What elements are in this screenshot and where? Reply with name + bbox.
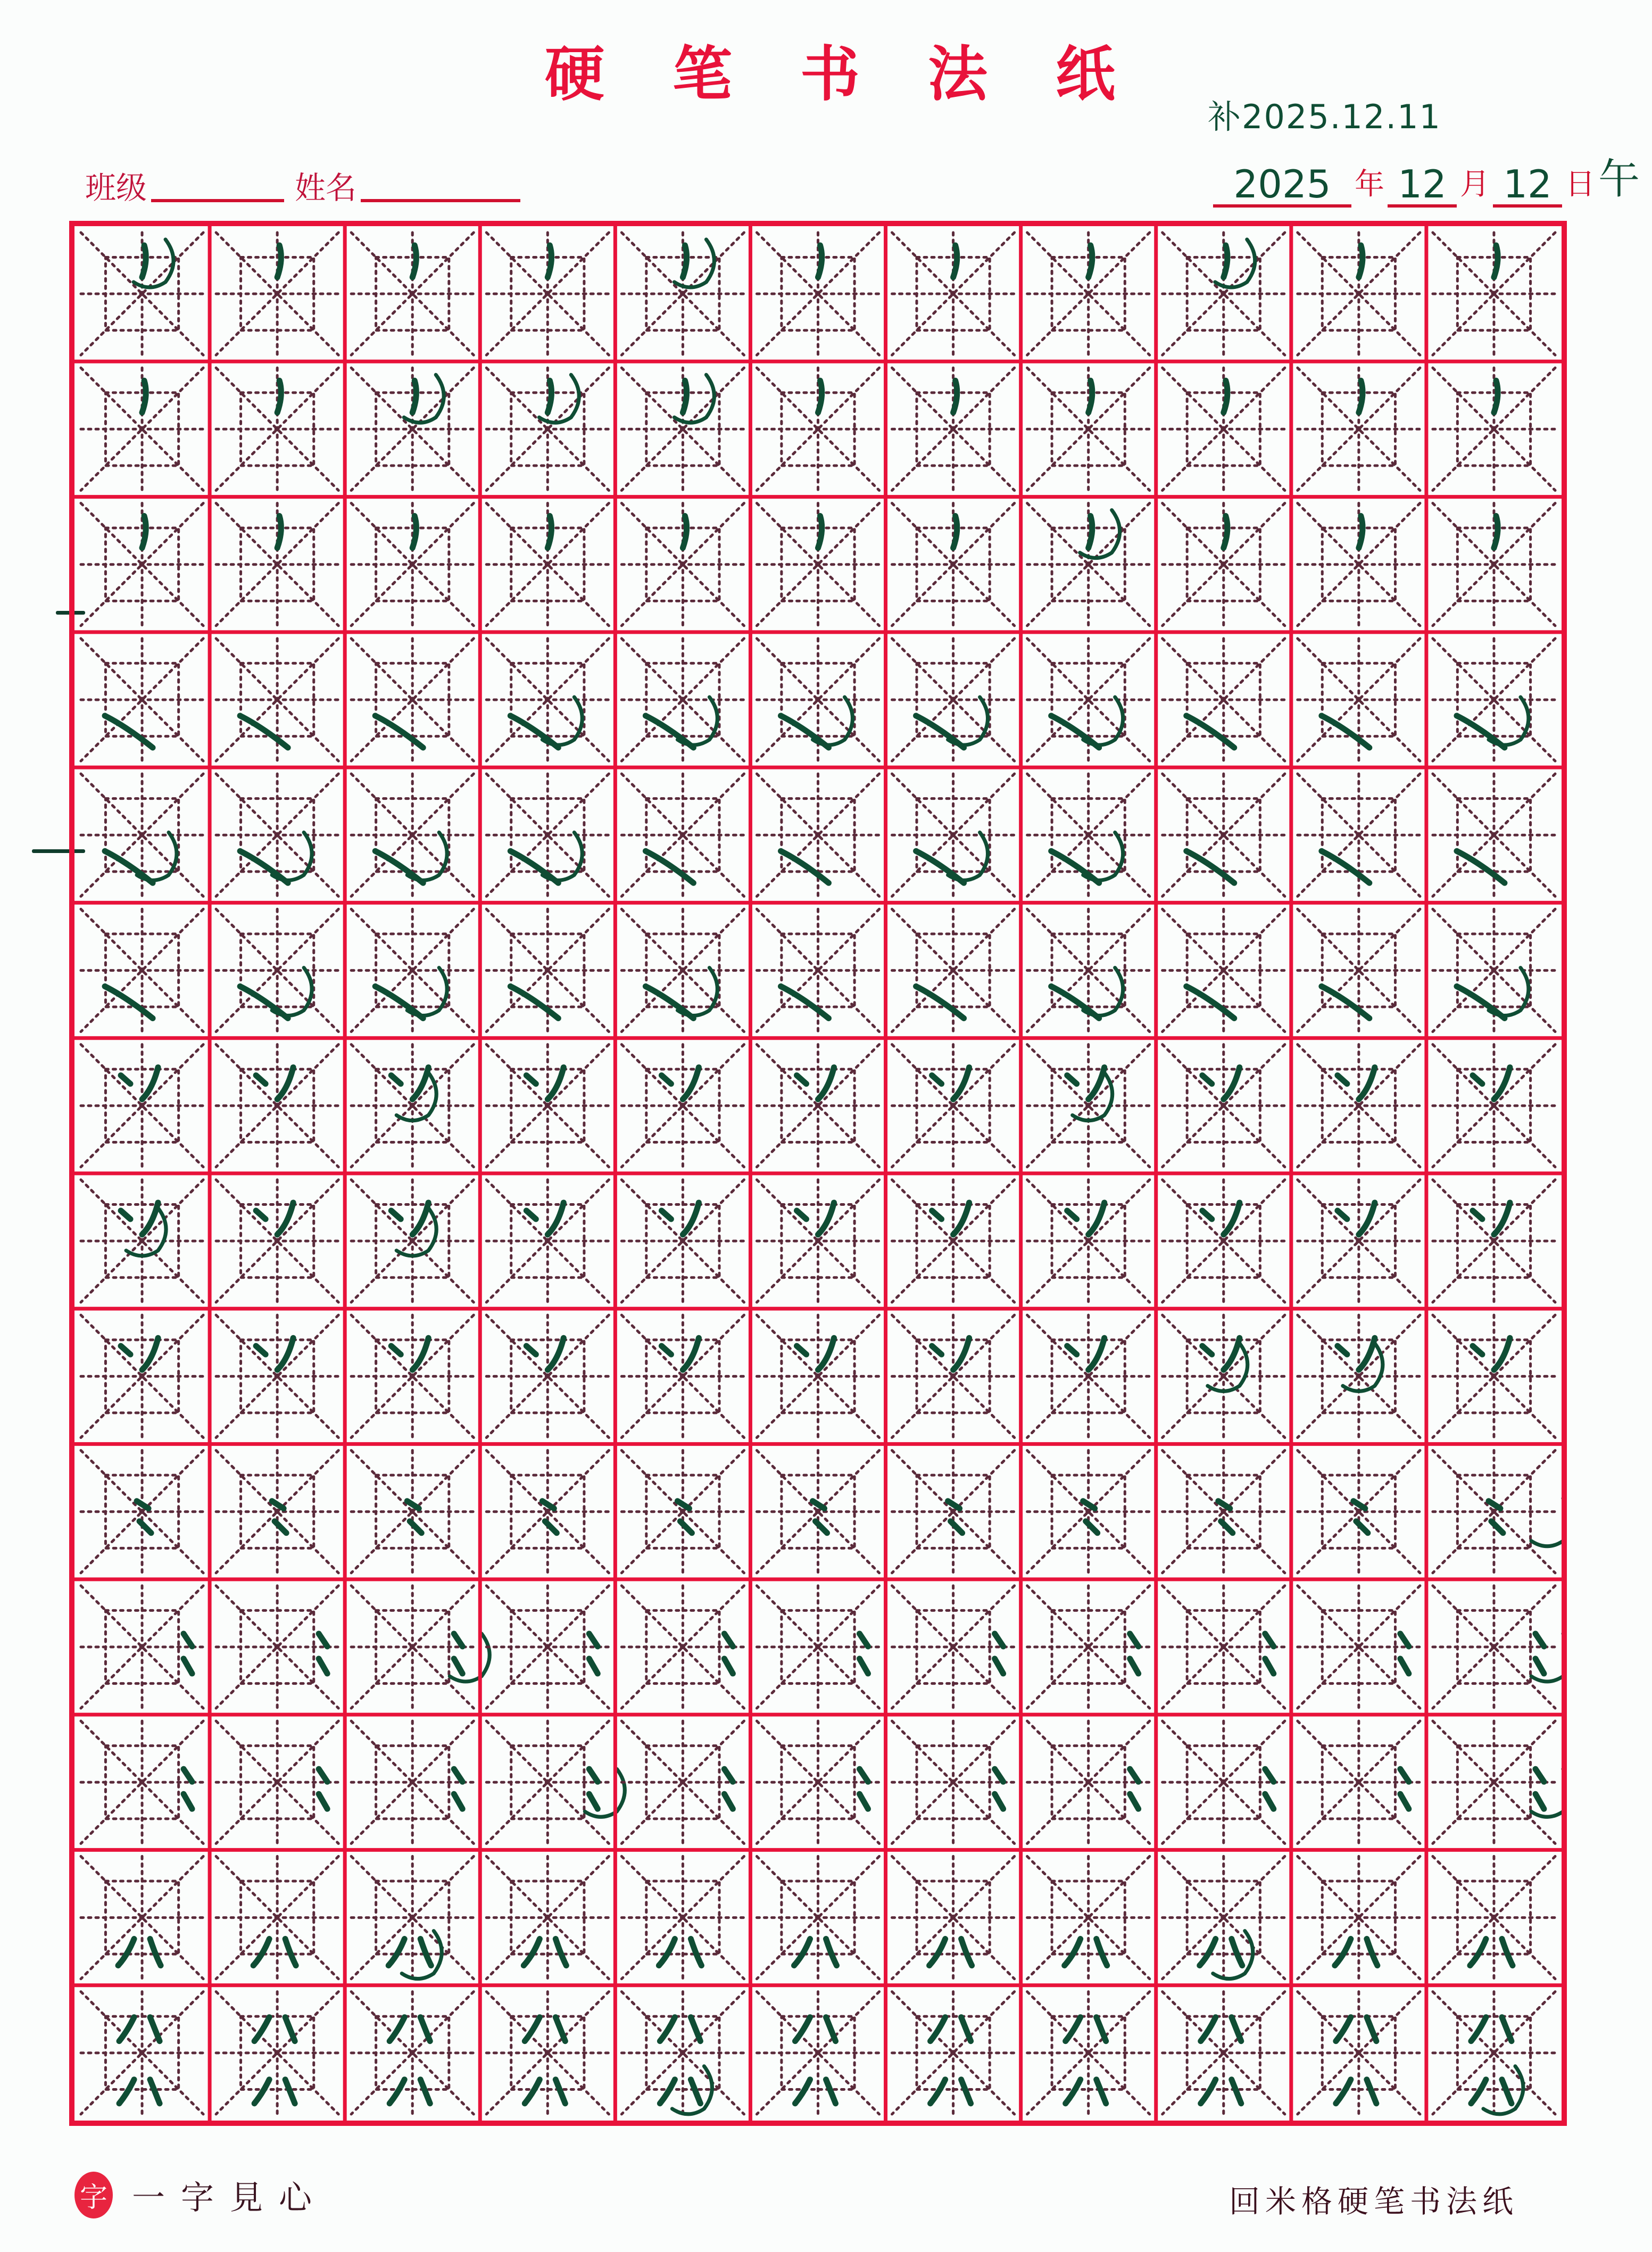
grid-cell[interactable] (757, 639, 879, 761)
grid-cell[interactable] (892, 909, 1015, 1031)
grid-cell[interactable] (1163, 1721, 1285, 1843)
grid-cell[interactable] (1163, 368, 1285, 490)
handwritten-stroke (391, 1067, 428, 1099)
handwritten-stroke (724, 1634, 733, 1674)
grid-cell[interactable] (351, 774, 474, 896)
grid-cell[interactable] (1163, 909, 1285, 1031)
grid-cell[interactable] (216, 909, 338, 1031)
grid-cell[interactable] (1027, 1856, 1150, 1978)
grid-cell[interactable] (351, 1586, 489, 1708)
grid-cell[interactable] (81, 233, 203, 355)
grid-cell[interactable] (81, 909, 203, 1031)
handwritten-stroke (1202, 1067, 1240, 1099)
grid-cell[interactable] (486, 1721, 625, 1843)
grid-cell[interactable] (351, 1451, 474, 1573)
grid-cell[interactable] (1163, 1586, 1285, 1708)
grid-cell[interactable] (1163, 1180, 1285, 1302)
handwritten-stroke (388, 1939, 431, 1966)
grid-cell[interactable] (81, 1856, 203, 1978)
handwritten-stroke (795, 2017, 836, 2104)
handwritten-stroke (1338, 1067, 1375, 1099)
grid-cell[interactable] (1163, 1992, 1285, 2114)
grid-cell[interactable] (1163, 503, 1285, 626)
handwritten-stroke (389, 2017, 430, 2104)
grid-cell[interactable] (1298, 368, 1420, 490)
handwritten-stroke (589, 1769, 597, 1809)
grid-cell[interactable] (757, 233, 879, 355)
handwritten-stroke (256, 1203, 293, 1235)
grid-cell[interactable] (892, 1180, 1015, 1302)
grid-cell[interactable] (1433, 1992, 1555, 2114)
handwritten-stroke (660, 2017, 700, 2104)
handwritten-stroke (119, 2017, 160, 2104)
grid-cell[interactable] (216, 1586, 338, 1708)
month-field[interactable]: 12 (1388, 165, 1457, 208)
handwritten-stroke (645, 851, 693, 883)
grid-cell[interactable] (621, 368, 744, 490)
grid-cell[interactable] (1433, 1451, 1562, 1573)
paper-type-label: 回米格硬笔书法纸 (1229, 2183, 1519, 2220)
handwritten-stroke (526, 1203, 563, 1235)
title-char: 书 (800, 39, 860, 109)
handwritten-stroke (1473, 1203, 1510, 1235)
handwritten-stroke (1130, 1634, 1139, 1674)
handwritten-stroke (995, 1634, 1003, 1674)
handwritten-stroke (1186, 987, 1234, 1019)
handwritten-stroke (797, 1203, 834, 1235)
handwritten-stroke (105, 987, 153, 1019)
page-title (537, 32, 1123, 109)
brand-slogan: 一字見心 (132, 2178, 328, 2217)
grid-cell[interactable] (486, 1180, 609, 1302)
month-label: 月 (1460, 167, 1490, 202)
grid-cell[interactable] (621, 503, 744, 626)
grid-cell[interactable] (892, 639, 1015, 761)
handwritten-stroke (253, 1939, 296, 1966)
grid-cell[interactable] (892, 1586, 1015, 1708)
handwritten-stroke (659, 1939, 701, 1966)
grid-cell[interactable] (621, 1586, 744, 1708)
grid-cell[interactable] (1433, 1856, 1555, 1978)
handwritten-stroke (1066, 2017, 1106, 2104)
handwritten-stroke (797, 1338, 834, 1370)
grid-cell[interactable] (1298, 1992, 1420, 2114)
grid-cell[interactable] (1163, 1856, 1285, 1978)
handwritten-stroke (1265, 1769, 1274, 1809)
handwritten-stroke (1322, 851, 1369, 883)
grid-cell[interactable] (216, 503, 338, 626)
grid-cell[interactable] (1298, 1180, 1420, 1302)
grid-cell[interactable] (486, 1586, 609, 1708)
grid-cell[interactable] (486, 503, 609, 626)
grid-cell[interactable] (81, 1315, 203, 1437)
name-label: 姓名 (295, 170, 357, 206)
handwritten-stroke (677, 1501, 692, 1533)
grid-cell[interactable] (486, 1045, 609, 1167)
grid-cell[interactable] (351, 1856, 474, 1978)
grid-cell[interactable] (81, 1721, 203, 1843)
grid-cell[interactable] (621, 1180, 744, 1302)
grid-cell[interactable] (486, 1315, 609, 1437)
grid-cell[interactable] (216, 639, 338, 761)
grid-cell[interactable] (1027, 909, 1150, 1031)
name-field[interactable] (361, 199, 520, 202)
handwritten-stroke (1202, 1338, 1240, 1370)
handwritten-stroke (1186, 851, 1234, 883)
year-label: 年 (1355, 167, 1384, 202)
grid-cell[interactable] (1027, 503, 1150, 626)
title-char: 笔 (673, 39, 732, 109)
handwritten-stroke (860, 1769, 868, 1809)
grid-cell[interactable] (757, 909, 879, 1031)
grid-cell[interactable] (81, 1045, 203, 1167)
grid-cell[interactable] (351, 639, 474, 761)
grid-cell[interactable] (1433, 233, 1555, 355)
teacher-circle-mark (404, 375, 444, 423)
grid-cell[interactable] (1433, 909, 1555, 1031)
handwritten-stroke (1322, 716, 1369, 748)
handwritten-stroke (105, 716, 153, 748)
grid-cell[interactable] (1298, 1856, 1420, 1978)
handwritten-stroke (813, 1501, 827, 1533)
grid-cell[interactable] (1027, 639, 1150, 761)
grid-cell[interactable] (1027, 1180, 1150, 1302)
handwritten-stroke (589, 1634, 597, 1674)
grid-cell[interactable] (1433, 368, 1555, 490)
grid-cell[interactable] (1433, 1180, 1555, 1302)
handwritten-stroke (932, 1203, 969, 1235)
grid-cell[interactable] (1298, 503, 1420, 626)
grid-cell[interactable] (1433, 1315, 1555, 1437)
grid-cell[interactable] (216, 1180, 338, 1302)
handwritten-stroke (1471, 2017, 1512, 2104)
day-field[interactable]: 12 (1493, 165, 1562, 208)
grid-cell[interactable] (486, 368, 609, 490)
handwritten-stroke (1067, 1203, 1105, 1235)
grid-cell[interactable] (757, 368, 879, 490)
grid-cell[interactable] (621, 639, 744, 761)
grid-cell[interactable] (757, 1451, 879, 1573)
grid-cell[interactable] (1163, 1315, 1285, 1437)
handwritten-stroke (1322, 987, 1369, 1019)
handwritten-stroke (526, 1338, 563, 1370)
grid-cell[interactable] (757, 1586, 879, 1708)
grid-cell[interactable] (1027, 1451, 1150, 1573)
grid-cell[interactable] (81, 368, 203, 490)
grid-cell[interactable] (1163, 639, 1285, 761)
handwritten-stroke (929, 1939, 972, 1966)
grid-cell[interactable] (216, 1315, 338, 1437)
brand-logo (74, 2171, 328, 2218)
grid-cell[interactable] (216, 1451, 338, 1573)
grid-cell[interactable] (486, 1856, 609, 1978)
grid-cell[interactable] (757, 1180, 879, 1302)
handwritten-stroke (1201, 2017, 1241, 2104)
grid-cell[interactable] (1433, 639, 1555, 761)
grid-cell[interactable] (892, 1451, 1015, 1573)
handwritten-stroke (1218, 1501, 1233, 1533)
grid-cell[interactable] (1027, 1045, 1150, 1167)
grid-cell[interactable] (1027, 368, 1150, 490)
handwritten-stroke (121, 1338, 158, 1370)
handwritten-stroke (454, 1634, 462, 1674)
handwritten-stroke (1400, 1769, 1409, 1809)
grid-cell[interactable] (1298, 1721, 1420, 1843)
handwritten-stroke (661, 1338, 699, 1370)
grid-cell[interactable] (1163, 1045, 1285, 1167)
date-row (1213, 149, 1640, 208)
grid-cell[interactable] (621, 1451, 744, 1573)
handwritten-stroke (1535, 1769, 1544, 1809)
makeup-date-note: 补2025.12.11 (1208, 97, 1441, 136)
day-label: 日 (1565, 167, 1595, 202)
grid-cell[interactable] (1433, 1721, 1562, 1843)
grid-cell[interactable] (892, 1856, 1015, 1978)
grid-cell[interactable] (351, 909, 474, 1031)
handwritten-stroke (1065, 1939, 1107, 1966)
grid-cell[interactable] (892, 1315, 1015, 1437)
grid-cell[interactable] (351, 1045, 474, 1167)
grid-cell[interactable] (1433, 1586, 1562, 1708)
year-field[interactable]: 2025 (1213, 165, 1351, 208)
handwritten-stroke (860, 1634, 868, 1674)
handwritten-stroke (661, 1203, 699, 1235)
grid-cell[interactable] (892, 1721, 1015, 1843)
grid-cell[interactable] (757, 503, 879, 626)
grid-cell[interactable] (892, 368, 1015, 490)
teacher-circle-mark (1215, 239, 1255, 287)
grid-cell[interactable] (757, 1045, 879, 1167)
class-field[interactable] (151, 199, 284, 202)
title-char: 法 (928, 39, 987, 109)
grid-cell[interactable] (892, 1045, 1015, 1167)
handwritten-stroke (391, 1338, 428, 1370)
grid-cell[interactable] (1027, 1315, 1150, 1437)
grid-cell[interactable] (1163, 774, 1285, 896)
handwritten-stroke (1130, 1769, 1139, 1809)
grid-cell[interactable] (81, 1586, 203, 1708)
handwritten-stroke (1335, 1939, 1377, 1966)
grid-cell[interactable] (351, 1992, 474, 2114)
handwritten-stroke (781, 987, 829, 1019)
grid-cell[interactable] (486, 639, 609, 761)
grid-cell[interactable] (351, 1721, 474, 1843)
grid-cell[interactable] (892, 503, 1015, 626)
teacher-circle-mark (1531, 1498, 1562, 1546)
grid-cell[interactable] (1433, 1045, 1555, 1167)
handwritten-stroke (932, 1067, 969, 1099)
handwritten-stroke (797, 1067, 834, 1099)
grid-cell[interactable] (1433, 503, 1555, 626)
grid-cell[interactable] (81, 1451, 203, 1573)
handwritten-stroke (391, 1203, 428, 1235)
handwritten-stroke (542, 1501, 557, 1533)
handwritten-stroke (1067, 1338, 1105, 1370)
grid-cell[interactable] (351, 233, 474, 355)
grid-cell[interactable] (1027, 1992, 1150, 2114)
handwritten-extra-char: 午 (1598, 155, 1640, 203)
grid-cell[interactable] (81, 503, 203, 626)
handwritten-stroke (1067, 1067, 1105, 1099)
grid-cell[interactable] (216, 1992, 338, 2114)
student-info (85, 160, 531, 208)
grid-cell[interactable] (1027, 1586, 1150, 1708)
grid-cell[interactable] (1298, 233, 1420, 355)
handwritten-stroke (1083, 1501, 1098, 1533)
handwritten-stroke (995, 1769, 1003, 1809)
handwritten-stroke (1457, 851, 1505, 883)
handwritten-stroke (1470, 1939, 1513, 1966)
handwritten-stroke (454, 1769, 462, 1809)
handwritten-stroke (256, 1067, 293, 1099)
handwritten-stroke (724, 1769, 733, 1809)
grid-cell[interactable] (351, 1180, 474, 1302)
seal-icon: 字 (74, 2172, 113, 2218)
grid-cell[interactable] (486, 909, 609, 1031)
handwritten-stroke (510, 987, 558, 1019)
handwritten-stroke (1473, 1338, 1510, 1370)
class-label: 班级 (85, 170, 147, 206)
handwritten-stroke (319, 1634, 327, 1674)
handwritten-stroke (375, 716, 423, 748)
handwritten-stroke (781, 851, 829, 883)
grid-cell[interactable] (757, 1856, 879, 1978)
handwritten-stroke (1336, 2017, 1376, 2104)
teacher-circle-mark (674, 375, 714, 423)
handwritten-stroke (1200, 1939, 1242, 1966)
handwritten-stroke (948, 1501, 962, 1533)
grid-cell[interactable] (1163, 233, 1285, 355)
grid-cell[interactable] (621, 1721, 744, 1843)
handwritten-stroke (1400, 1634, 1409, 1674)
handwritten-stroke (121, 1067, 158, 1099)
grid-lines (74, 226, 1562, 2121)
handwritten-stroke (1202, 1203, 1240, 1235)
grid-cell[interactable] (1298, 1045, 1420, 1167)
grid-cell[interactable] (1298, 1315, 1420, 1437)
handwritten-stroke (184, 1634, 192, 1674)
grid-cell[interactable] (486, 1451, 609, 1573)
handwritten-stroke (1338, 1338, 1375, 1370)
handwritten-stroke (137, 1501, 151, 1533)
handwritten-stroke (254, 2017, 295, 2104)
grid-cell[interactable] (621, 233, 744, 355)
grid-cell[interactable] (351, 503, 474, 626)
grid-cell[interactable] (216, 1045, 338, 1167)
handwritten-stroke (1354, 1501, 1368, 1533)
grid-cell[interactable] (351, 1315, 474, 1437)
grid-cell[interactable] (621, 909, 744, 1031)
handwritten-stroke (319, 1769, 327, 1809)
practice-grid[interactable] (69, 221, 1567, 2126)
grid-cell[interactable] (351, 368, 474, 490)
handwritten-stroke (256, 1338, 293, 1370)
grid-cell[interactable] (621, 1856, 744, 1978)
grid-cell[interactable] (1433, 774, 1555, 896)
grid-cell[interactable] (486, 1992, 609, 2114)
handwritten-stroke (931, 2017, 971, 2104)
grid-cell[interactable] (81, 1180, 203, 1302)
grid-cell[interactable] (621, 774, 744, 896)
grid-cell[interactable] (1298, 1586, 1420, 1708)
handwritten-stroke (932, 1338, 969, 1370)
teacher-circle-mark (674, 239, 714, 287)
handwritten-stroke (794, 1939, 837, 1966)
handwritten-stroke (240, 716, 288, 748)
grid-cell[interactable] (81, 639, 203, 761)
handwritten-stroke (916, 987, 964, 1019)
grid-cell[interactable] (621, 1315, 744, 1437)
grid-cell[interactable] (621, 1992, 744, 2114)
handwritten-stroke (525, 2017, 565, 2104)
grid-cell[interactable] (1298, 774, 1420, 896)
grid-cell[interactable] (757, 1992, 879, 2114)
grid-cell[interactable] (216, 368, 338, 490)
handwritten-stroke (661, 1067, 699, 1099)
grid-cell[interactable] (621, 1045, 744, 1167)
grid-cell[interactable] (486, 233, 609, 355)
handwritten-stroke (1489, 1501, 1503, 1533)
grid-cell[interactable] (216, 1856, 338, 1978)
grid-cell[interactable] (216, 233, 338, 355)
grid-cell[interactable] (1027, 774, 1150, 896)
handwritten-stroke (524, 1939, 566, 1966)
handwritten-stroke (184, 1769, 192, 1809)
grid-cell[interactable] (1027, 1721, 1150, 1843)
grid-cell[interactable] (892, 774, 1015, 896)
grid-cell[interactable] (216, 1721, 338, 1843)
handwritten-stroke (118, 1939, 161, 1966)
teacher-circle-mark (1080, 510, 1120, 558)
grid-cell[interactable] (1298, 639, 1420, 761)
grid-cell[interactable] (81, 1992, 203, 2114)
handwritten-stroke (1473, 1067, 1510, 1099)
grid-cell[interactable] (216, 774, 338, 896)
title-char: 纸 (1056, 39, 1115, 109)
grid-cell[interactable] (1163, 1451, 1285, 1573)
handwritten-stroke (1265, 1634, 1274, 1674)
grid-cell[interactable] (757, 774, 879, 896)
grid-cell[interactable] (81, 774, 203, 896)
grid-cell[interactable] (892, 1992, 1015, 2114)
teacher-circle-mark (134, 239, 173, 287)
teacher-circle-mark (539, 375, 579, 423)
handwritten-stroke (407, 1501, 421, 1533)
grid-cell[interactable] (1298, 909, 1420, 1031)
grid-cell[interactable] (757, 1721, 879, 1843)
grid-cell[interactable] (1027, 233, 1150, 355)
grid-cell[interactable] (757, 1315, 879, 1437)
handwritten-stroke (1186, 716, 1234, 748)
grid-cell[interactable] (486, 774, 609, 896)
title-char: 硬 (545, 39, 604, 109)
grid-cell[interactable] (1298, 1451, 1420, 1573)
handwritten-stroke (1338, 1203, 1375, 1235)
handwritten-stroke (272, 1501, 286, 1533)
grid-cell[interactable] (892, 233, 1015, 355)
handwritten-stroke (526, 1067, 563, 1099)
handwritten-stroke (1535, 1634, 1544, 1674)
handwritten-stroke (121, 1203, 158, 1235)
